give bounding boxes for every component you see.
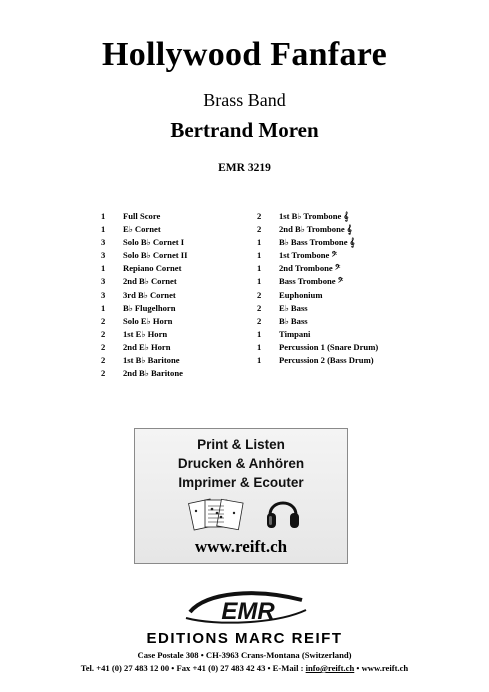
part-row bbox=[257, 289, 457, 302]
part-row bbox=[257, 341, 457, 354]
part-name: Euphonium bbox=[279, 289, 323, 300]
part-row bbox=[101, 367, 251, 380]
part-qty: 3 bbox=[101, 276, 106, 287]
promo-url[interactable]: www.reift.ch bbox=[194, 537, 288, 556]
part-row bbox=[257, 315, 457, 328]
part-qty: 1 bbox=[257, 276, 262, 287]
part-row bbox=[101, 315, 251, 328]
part-name: B♭ Flugelhorn bbox=[123, 302, 176, 313]
part-qty: 2 bbox=[257, 289, 262, 300]
contact-web[interactable]: • www.reift.ch bbox=[354, 663, 409, 673]
part-name: 1st B♭ Trombone 𝄞 bbox=[279, 211, 349, 221]
part-row bbox=[257, 210, 457, 223]
part-row bbox=[101, 328, 251, 341]
part-qty: 1 bbox=[257, 328, 262, 339]
publisher-address: Case Postale 308 • CH-3963 Crans-Montana (Switzerland) bbox=[137, 650, 352, 660]
part-name: Solo E♭ Horn bbox=[123, 315, 173, 326]
part-name: 2nd E♭ Horn bbox=[123, 341, 171, 352]
part-row bbox=[101, 262, 251, 275]
part-row bbox=[101, 249, 251, 262]
part-row bbox=[257, 275, 457, 288]
promo-line-english: Print & Listen bbox=[197, 437, 285, 452]
part-row bbox=[257, 262, 457, 275]
part-qty: 1 bbox=[257, 355, 262, 366]
part-qty: 2 bbox=[257, 302, 262, 313]
promo-line-german: Drucken & Anhören bbox=[177, 456, 305, 471]
part-name: 2nd B♭ Cornet bbox=[123, 276, 177, 287]
part-row bbox=[257, 223, 457, 236]
part-name: Bass Trombone 𝄢 bbox=[279, 276, 344, 287]
logo-text: EMR bbox=[221, 598, 275, 625]
part-name: 1st Trombone 𝄢 bbox=[279, 250, 338, 261]
part-qty: 1 bbox=[101, 302, 106, 313]
part-row bbox=[101, 275, 251, 288]
part-row bbox=[257, 328, 457, 341]
catalog-number: EMR 3219 bbox=[218, 162, 271, 174]
part-qty: 3 bbox=[101, 289, 106, 300]
part-name: Percussion 1 (Snare Drum) bbox=[279, 341, 379, 352]
part-name: B♭ Bass bbox=[279, 315, 308, 326]
part-name: 2nd B♭ Trombone 𝄞 bbox=[279, 224, 352, 235]
emr-logo-icon bbox=[176, 590, 316, 628]
part-row bbox=[101, 223, 251, 236]
part-qty: 1 bbox=[257, 341, 262, 352]
part-qty: 1 bbox=[101, 224, 106, 235]
part-row bbox=[101, 210, 251, 223]
part-qty: 2 bbox=[101, 355, 106, 366]
part-row bbox=[101, 354, 251, 367]
sheet-music-icon bbox=[187, 497, 245, 531]
part-row bbox=[101, 236, 251, 249]
part-row bbox=[101, 302, 251, 315]
part-name: Percussion 2 (Bass Drum) bbox=[279, 355, 374, 366]
part-name: 2nd B♭ Baritone bbox=[123, 368, 183, 379]
part-row bbox=[257, 236, 457, 249]
part-name: Solo B♭ Cornet I bbox=[123, 237, 185, 248]
composer: Bertrand Moren bbox=[170, 118, 319, 142]
part-qty: 1 bbox=[257, 250, 262, 261]
part-qty: 1 bbox=[257, 237, 262, 248]
part-name: Timpani bbox=[279, 328, 311, 339]
print-listen-box[interactable] bbox=[134, 428, 348, 564]
page-title: Hollywood Fanfare bbox=[102, 36, 387, 73]
part-row bbox=[257, 354, 457, 367]
contact-phone-fax: Tel. +41 (0) 27 483 12 00 • Fax +41 (0) 27 483 42 43 • E-Mail : bbox=[80, 663, 306, 673]
part-qty: 2 bbox=[101, 368, 106, 379]
part-qty: 2 bbox=[257, 211, 262, 221]
part-name: E♭ Cornet bbox=[123, 224, 161, 235]
part-name: Solo B♭ Cornet II bbox=[123, 250, 188, 261]
part-qty: 1 bbox=[101, 211, 106, 221]
part-name: B♭ Bass Trombone 𝄞 bbox=[279, 237, 355, 248]
part-row bbox=[257, 249, 457, 262]
parts-list-left bbox=[101, 210, 251, 380]
part-name: E♭ Bass bbox=[279, 302, 308, 313]
part-name: 2nd Trombone 𝄢 bbox=[279, 263, 341, 274]
part-row bbox=[257, 302, 457, 315]
part-name: Full Score bbox=[123, 211, 161, 221]
part-row bbox=[101, 341, 251, 354]
part-qty: 2 bbox=[257, 224, 262, 235]
promo-line-french: Imprimer & Ecouter bbox=[178, 475, 304, 490]
part-qty: 2 bbox=[101, 315, 106, 326]
part-name: 1st E♭ Horn bbox=[123, 328, 168, 339]
part-name: 3rd B♭ Cornet bbox=[123, 289, 176, 300]
publisher-contact bbox=[0, 663, 489, 673]
part-qty: 3 bbox=[101, 250, 106, 261]
part-name: Repiano Cornet bbox=[123, 263, 182, 274]
part-qty: 1 bbox=[101, 263, 106, 274]
part-row bbox=[101, 289, 251, 302]
part-name: 1st B♭ Baritone bbox=[123, 355, 180, 366]
subtitle: Brass Band bbox=[203, 90, 286, 110]
parts-list-right bbox=[257, 210, 457, 367]
contact-email-link[interactable]: info@reift.ch bbox=[305, 663, 355, 673]
part-qty: 2 bbox=[257, 315, 262, 326]
headphones-icon bbox=[265, 493, 301, 531]
part-qty: 2 bbox=[101, 341, 106, 352]
publisher-name: EDITIONS MARC REIFT bbox=[146, 630, 343, 647]
part-qty: 2 bbox=[101, 328, 106, 339]
part-qty: 3 bbox=[101, 237, 106, 248]
part-qty: 1 bbox=[257, 263, 262, 274]
